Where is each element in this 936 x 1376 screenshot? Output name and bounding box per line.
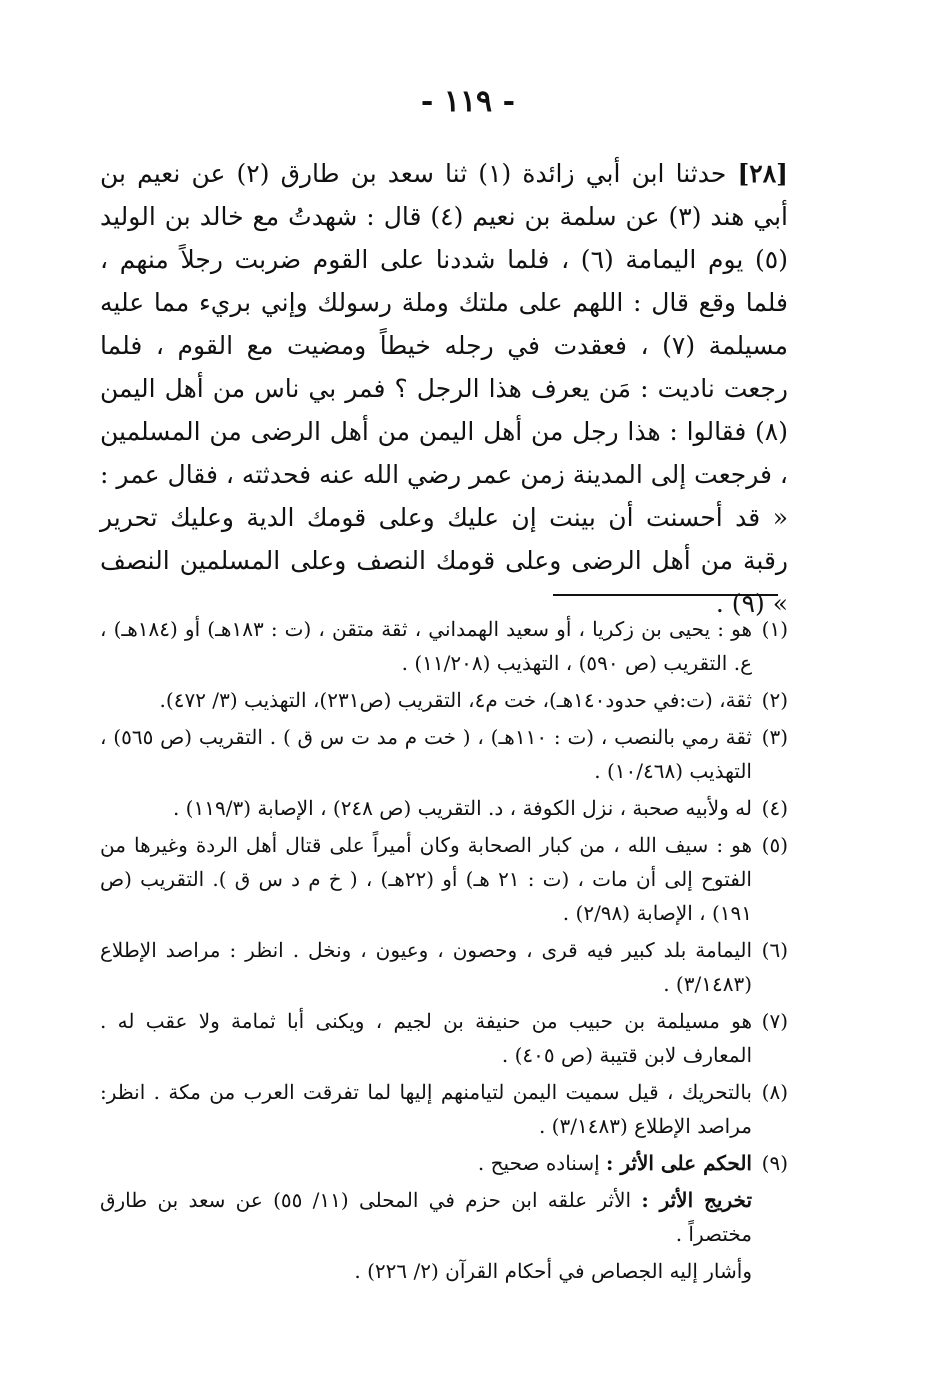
footnote-number: (٣) bbox=[761, 725, 788, 749]
footnote-number: (٧) bbox=[761, 1009, 788, 1033]
takhrij-paragraph bbox=[100, 1183, 788, 1251]
footnote-number: (٢) bbox=[761, 688, 788, 712]
footnote-text: هو : يحيى بن زكريا ، أو سعيد الهمداني ، ثقة متقن ، (ت : ١٨٣هـ) أو (١٨٤هـ) ، ع. التقريب (ص ٥٩٠) ، التهذيب (١١/٢٠٨) . bbox=[100, 617, 752, 675]
footnote-4 bbox=[100, 791, 788, 825]
footnote-separator bbox=[553, 594, 778, 596]
footnote-number: (٦) bbox=[761, 938, 788, 962]
footnote-text: ثقة، (ت:في حدود١٤٠هـ)، خت م٤، التقريب (ص٢٣١)، التهذيب (٣/ ٤٧٢). bbox=[159, 688, 752, 712]
footnote-8 bbox=[100, 1075, 788, 1143]
footnote-text: هو : سيف الله ، من كبار الصحابة وكان أميراً على قتال أهل الردة وغيرها من الفتوح إلى أن مات ، (ت : ٢١ هـ) أو (٢٢هـ) ، ( خ م د س ق ). التقريب (ص ١٩١) ، الإصابة (٢/٩٨) . bbox=[100, 833, 752, 925]
footnote-number: (٤) bbox=[761, 796, 788, 820]
footnote-5 bbox=[100, 828, 788, 930]
closing-paragraph bbox=[100, 1254, 788, 1288]
athar-text: حدثنا ابن أبي زائدة (١) ثنا سعد بن طارق (٢) عن نعيم بن أبي هند (٣) عن سلمة بن نعيم (٤) قال : شهدتُ مع خالد بن الوليد (٥) يوم اليمامة (٦) ، فلما شددنا على القوم ضربت رجلاً منهم ، فلما وقع قال : اللهم على ملتك وملة رسولك وإني بريء مما عليه مسيلمة (٧) ، فعقدت في رجله خيطاً ومضيت مع القوم ، فلما رجعت ناديت : مَن يعرف هذا الرجل ؟ فمر بي ناس من أهل اليمن (٨) فقالوا : هذا رجل من أهل اليمن من أهل الرضى من المسلمين ، فرجعت إلى المدينة زمن عمر رضي الله عنه فحدثته ، فقال عمر : « قد أحسنت أن بينت إن عليك وعلى قومك الدية وعليك تحرير رقبة من أهل الرضى وعلى قومك النصف وعلى المسلمين النصف » (٩) . bbox=[100, 159, 789, 618]
footnote-9 bbox=[100, 1146, 788, 1180]
footnotes bbox=[100, 612, 788, 1291]
closing-text: وأشار إليه الجصاص في أحكام القرآن (٢/ ٢٢٦) . bbox=[354, 1259, 752, 1283]
footnote-7 bbox=[100, 1004, 788, 1072]
main-text bbox=[100, 152, 788, 625]
footnote-text: ثقة رمي بالنصب ، (ت : ١١٠هـ) ، ( خت م مد ت س ق ) . التقريب (ص ٥٦٥) ، التهذيب (١٠/٤٦٨) . bbox=[100, 725, 752, 783]
footnote-number: (٩) bbox=[761, 1151, 788, 1175]
footnote-number: (١) bbox=[761, 617, 788, 641]
footnote-2 bbox=[100, 683, 788, 717]
footnote-text: هو مسيلمة بن حبيب من حنيفة بن لجيم ، ويكنى أبا ثمامة ولا عقب له . المعارف لابن قتيبة (ص ٤٠٥) . bbox=[100, 1009, 752, 1067]
footnote-3 bbox=[100, 720, 788, 788]
footnote-number: (٥) bbox=[761, 833, 788, 857]
footnote-text: له ولأبيه صحبة ، نزل الكوفة ، د. التقريب (ص ٢٤٨) ، الإصابة (١١٩/٣) . bbox=[172, 796, 752, 820]
footnote-text: بالتحريك ، قيل سميت اليمن لتيامنهم إليها لما تفرقت العرب من مكة . انظر: مراصد الإطلاع (٣/١٤٨٣) . bbox=[100, 1080, 752, 1138]
footnote-number: (٨) bbox=[761, 1080, 788, 1104]
athar-number: [٢٨] bbox=[737, 159, 788, 188]
footnote-text: اليمامة بلد كبير فيه قرى ، وحصون ، وعيون ، ونخل . انظر : مراصد الإطلاع (٣/١٤٨٣) . bbox=[100, 938, 753, 996]
footnote-text: إسناده صحيح . bbox=[477, 1151, 600, 1175]
takhrij-label: تخريج الأثر : bbox=[641, 1188, 753, 1212]
footnote-6 bbox=[100, 933, 788, 1001]
page-number: - ١١٩ - bbox=[420, 84, 516, 119]
footnote-1 bbox=[100, 612, 788, 680]
footnote-label: الحكم على الأثر : bbox=[606, 1151, 752, 1175]
takhrij-text: الأثر علقه ابن حزم في المحلى (١١/ ٥٥) عن سعد بن طارق مختصراً . bbox=[100, 1188, 752, 1246]
